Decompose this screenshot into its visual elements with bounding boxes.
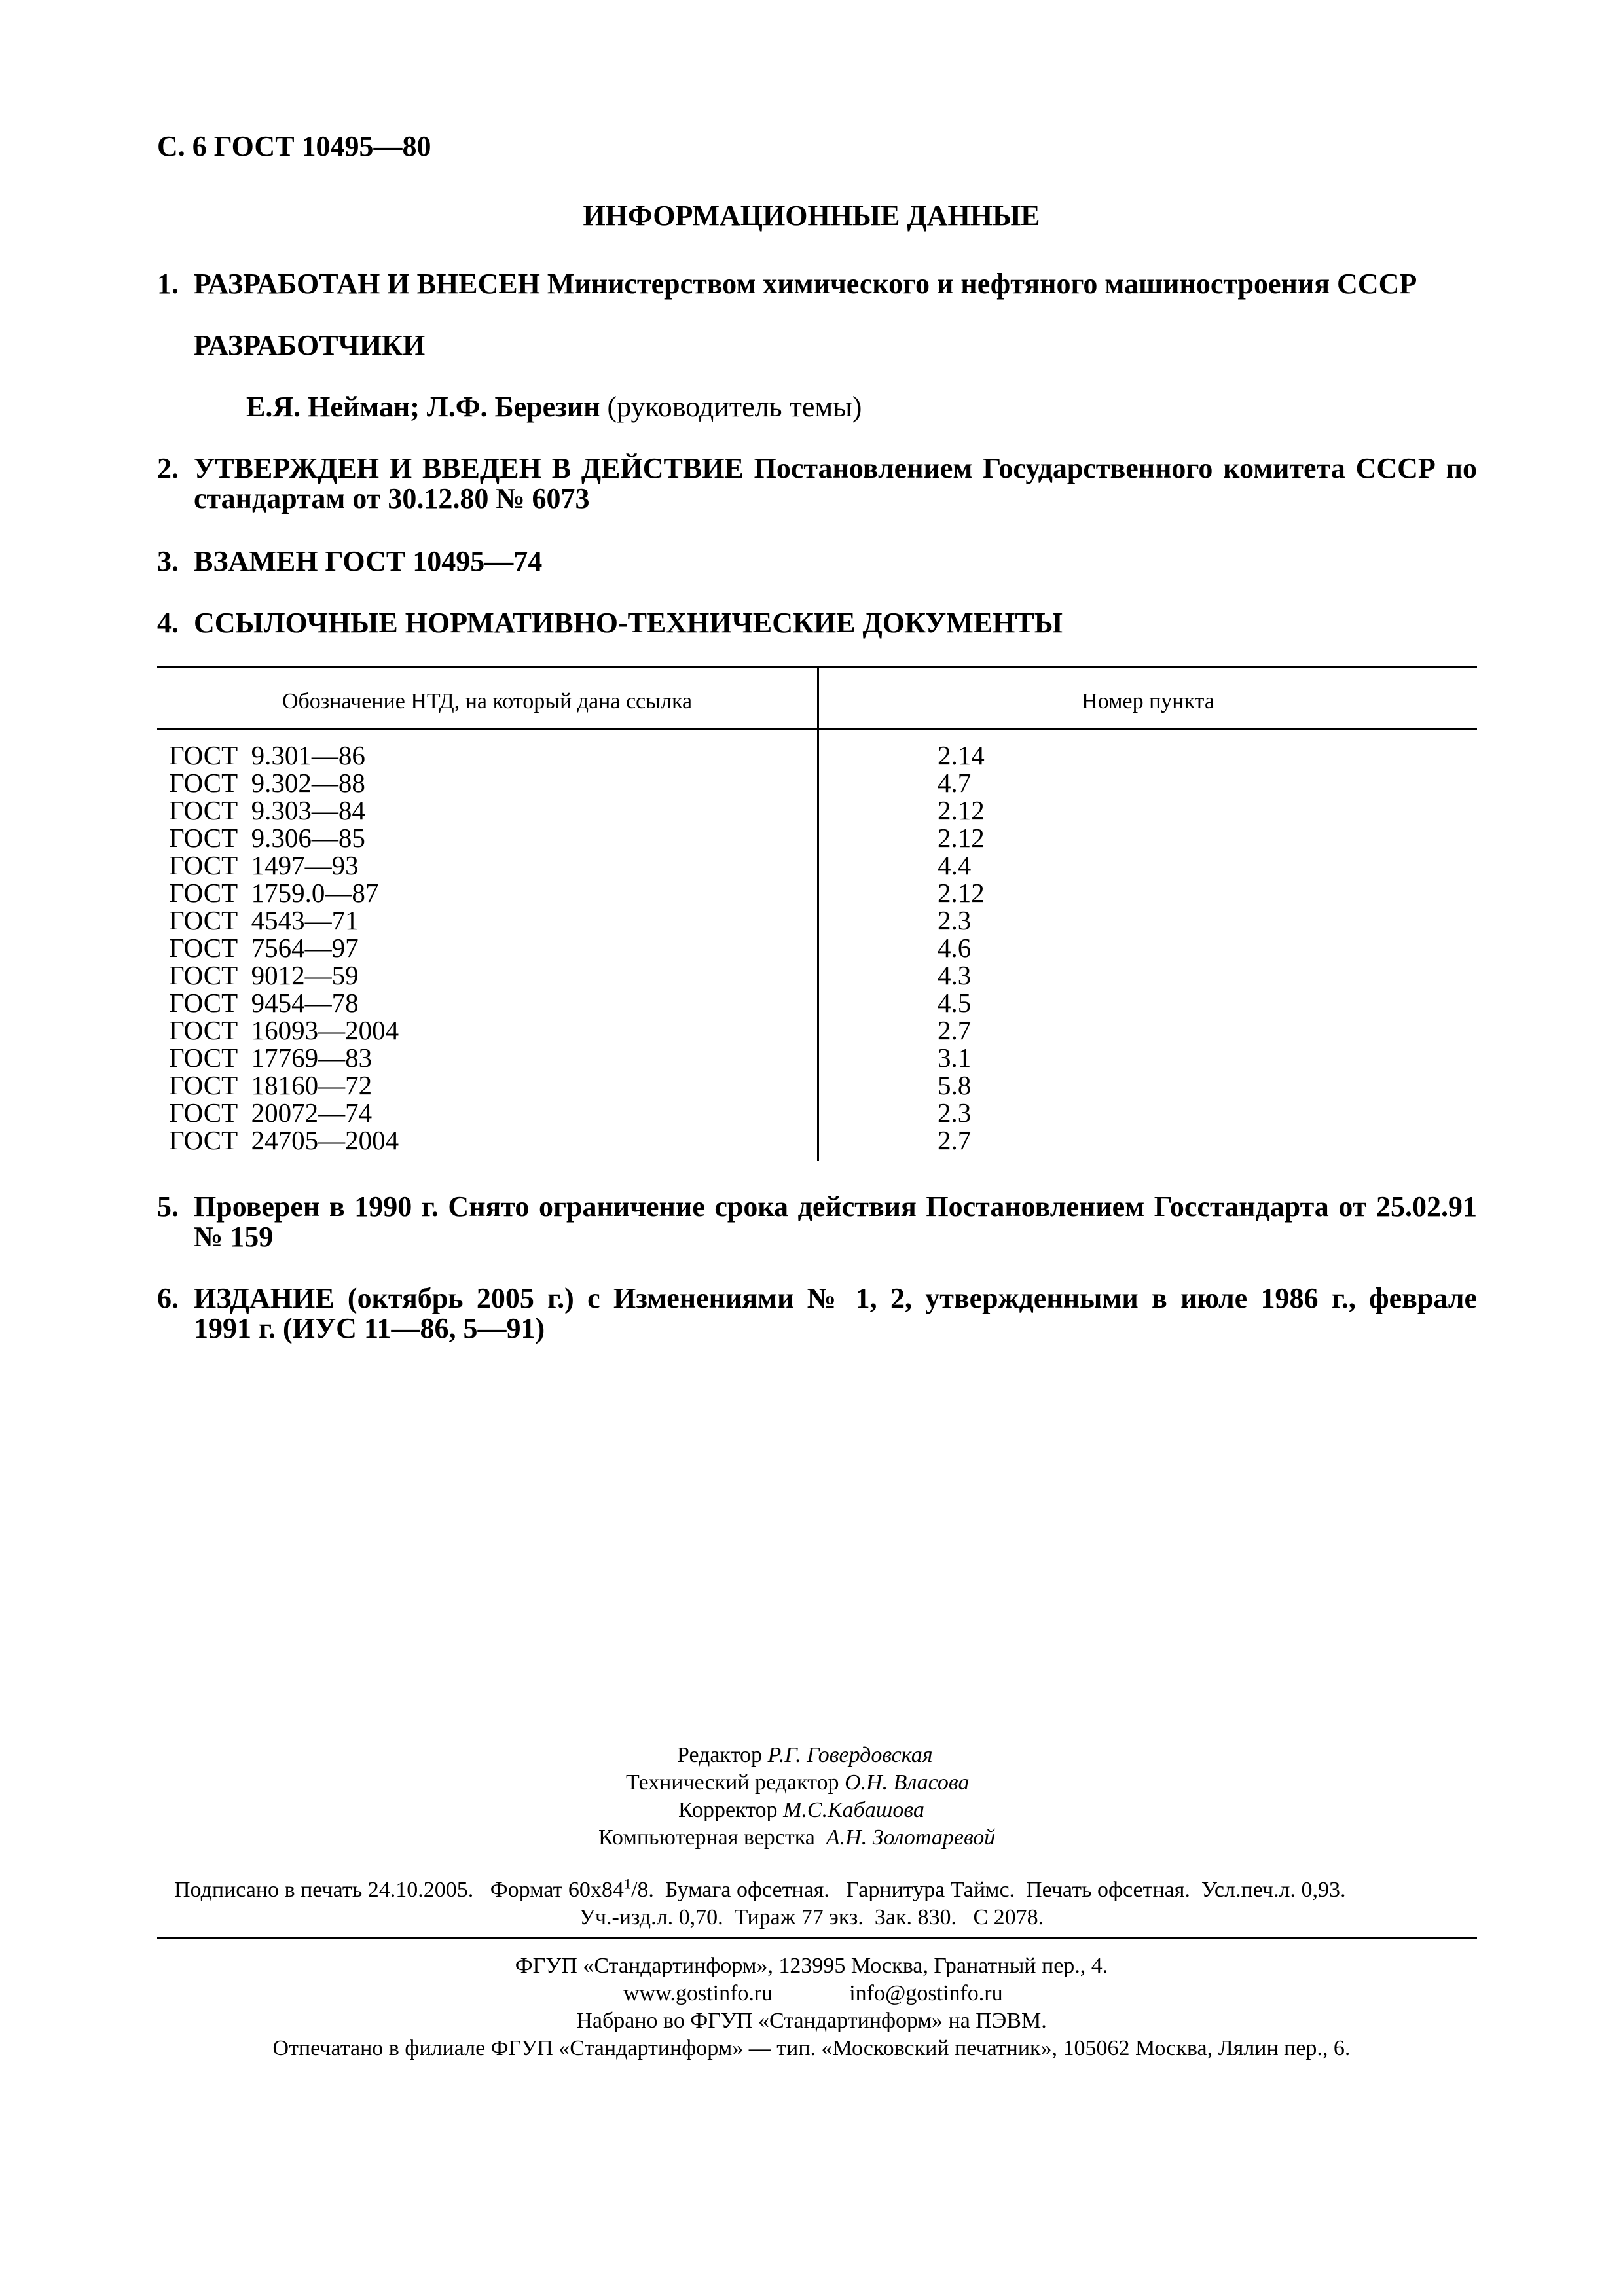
tech-editor-name: О.Н. Власова bbox=[845, 1770, 970, 1795]
table-cell-designation: ГОСТ 9454—78 bbox=[169, 988, 359, 1018]
item-6-line-2: 1991 г. (ИУС 11—86, 5—91) bbox=[194, 1312, 545, 1344]
table-column-divider bbox=[817, 666, 819, 1161]
table-cell-clause: 4.7 bbox=[938, 768, 972, 798]
page-header: С. 6 ГОСТ 10495—80 bbox=[157, 130, 431, 162]
tech-editor-line bbox=[626, 1770, 969, 1796]
item-5-line-1: Проверен в 1990 г. Снято ограничение срока действия Постановлением Госстандарта от 25.02.91 bbox=[194, 1191, 1477, 1223]
table-cell-clause: 2.7 bbox=[938, 1125, 972, 1155]
tech-editor-label: Технический редактор bbox=[626, 1770, 839, 1795]
developers-note: (руководитель темы) bbox=[607, 391, 862, 423]
item-4-number: 4. bbox=[157, 607, 179, 639]
document-title: ИНФОРМАЦИОННЫЕ ДАННЫЕ bbox=[583, 200, 1040, 232]
table-header-clause: Номер пункта bbox=[1082, 689, 1214, 713]
signed-line-2: Уч.-изд.л. 0,70. Тираж 77 экз. Зак. 830. С 2078. bbox=[579, 1905, 1044, 1929]
table-cell-designation: ГОСТ 20072—74 bbox=[169, 1098, 373, 1128]
printed-line: Отпечатано в филиале ФГУП «Стандартинформ» — тип. «Московский печатник», 105062 Москва, Лялин пер., 6. bbox=[272, 2036, 1351, 2060]
corrector-label: Корректор bbox=[678, 1798, 778, 1822]
table-header-rule bbox=[157, 728, 1477, 730]
table-cell-designation: ГОСТ 9.302—88 bbox=[169, 768, 365, 798]
item-2-line-1: УТВЕРЖДЕН И ВВЕДЕН В ДЕЙСТВИЕ Постановлением Государственного комитета СССР по bbox=[194, 452, 1477, 484]
table-cell-clause: 4.6 bbox=[938, 933, 972, 963]
editor-label: Редактор bbox=[677, 1743, 762, 1767]
signed-line bbox=[174, 1877, 1345, 1903]
table-cell-clause: 2.12 bbox=[938, 795, 985, 825]
developers-heading: РАЗРАБОТЧИКИ bbox=[194, 329, 426, 361]
table-cell-designation: ГОСТ 16093—2004 bbox=[169, 1015, 399, 1045]
signed-pre: Подписано в печать 24.10.2005. Формат 60x84 bbox=[174, 1878, 624, 1902]
email-link[interactable]: info@gostinfo.ru bbox=[849, 1981, 1003, 2005]
item-2-line-2: стандартам от 30.12.80 № 6073 bbox=[194, 482, 590, 514]
item-4-text: ССЫЛОЧНЫЕ НОРМАТИВНО-ТЕХНИЧЕСКИЕ ДОКУМЕНТЫ bbox=[194, 607, 1063, 639]
website-link[interactable]: www.gostinfo.ru bbox=[623, 1981, 773, 2005]
publisher-line: ФГУП «Стандартинформ», 123995 Москва, Гранатный пер., 4. bbox=[515, 1954, 1108, 1978]
table-cell-clause: 4.4 bbox=[938, 850, 972, 880]
signed-post: /8. Бумага офсетная. Гарнитура Таймс. Печать офсетная. Усл.печ.л. 0,93. bbox=[630, 1878, 1346, 1902]
format-fraction-sup: 1 bbox=[623, 1875, 631, 1892]
table-cell-clause: 2.3 bbox=[938, 1098, 972, 1128]
item-6-number: 6. bbox=[157, 1282, 179, 1314]
item-3-number: 3. bbox=[157, 545, 179, 577]
table-cell-clause: 4.3 bbox=[938, 960, 972, 990]
developers-names: Е.Я. Нейман; Л.Ф. Березин bbox=[246, 391, 600, 423]
table-cell-clause: 2.3 bbox=[938, 905, 972, 935]
item-1-number: 1. bbox=[157, 268, 179, 300]
table-cell-designation: ГОСТ 4543—71 bbox=[169, 905, 359, 935]
editor-name: Р.Г. Говердовская bbox=[767, 1743, 933, 1767]
web-line bbox=[623, 1981, 1003, 2007]
layout-label: Компьютерная верстка bbox=[598, 1825, 815, 1850]
item-5-number: 5. bbox=[157, 1191, 179, 1223]
item-1-text: РАЗРАБОТАН И ВНЕСЕН Министерством химического и нефтяного машиностроения СССР bbox=[194, 268, 1417, 300]
corrector-line bbox=[678, 1797, 924, 1823]
table-cell-clause: 4.5 bbox=[938, 988, 972, 1018]
table-cell-designation: ГОСТ 9.301—86 bbox=[169, 740, 365, 770]
table-cell-clause: 2.12 bbox=[938, 823, 985, 853]
table-cell-designation: ГОСТ 17769—83 bbox=[169, 1043, 373, 1073]
table-cell-designation: ГОСТ 7564—97 bbox=[169, 933, 359, 963]
item-3-text: ВЗАМЕН ГОСТ 10495—74 bbox=[194, 545, 543, 577]
table-cell-clause: 5.8 bbox=[938, 1070, 972, 1100]
typeset-line: Набрано во ФГУП «Стандартинформ» на ПЭВМ. bbox=[576, 2009, 1047, 2033]
table-cell-designation: ГОСТ 24705—2004 bbox=[169, 1125, 399, 1155]
table-cell-designation: ГОСТ 1497—93 bbox=[169, 850, 359, 880]
table-cell-designation: ГОСТ 9.303—84 bbox=[169, 795, 365, 825]
table-cell-clause: 2.14 bbox=[938, 740, 985, 770]
table-cell-clause: 2.7 bbox=[938, 1015, 972, 1045]
table-header-designation: Обозначение НТД, на который дана ссылка bbox=[282, 689, 693, 713]
item-2-number: 2. bbox=[157, 452, 179, 484]
table-cell-designation: ГОСТ 9.306—85 bbox=[169, 823, 365, 853]
item-6-line-1: ИЗДАНИЕ (октябрь 2005 г.) с Изменениями № 1, 2, утвержденными в июле 1986 г., феврале bbox=[194, 1282, 1477, 1314]
editor-line bbox=[677, 1742, 933, 1768]
table-cell-clause: 2.12 bbox=[938, 878, 985, 908]
table-cell-clause: 3.1 bbox=[938, 1043, 972, 1073]
item-5-line-2: № 159 bbox=[194, 1221, 274, 1253]
table-cell-designation: ГОСТ 18160—72 bbox=[169, 1070, 373, 1100]
table-cell-designation: ГОСТ 9012—59 bbox=[169, 960, 359, 990]
developers-line bbox=[246, 390, 862, 424]
imprint-rule bbox=[157, 1937, 1477, 1939]
table-cell-designation: ГОСТ 1759.0—87 bbox=[169, 878, 379, 908]
layout-name: А.Н. Золотаревой bbox=[826, 1825, 996, 1850]
corrector-name: М.С.Кабашова bbox=[783, 1798, 924, 1822]
layout-line bbox=[598, 1825, 995, 1851]
